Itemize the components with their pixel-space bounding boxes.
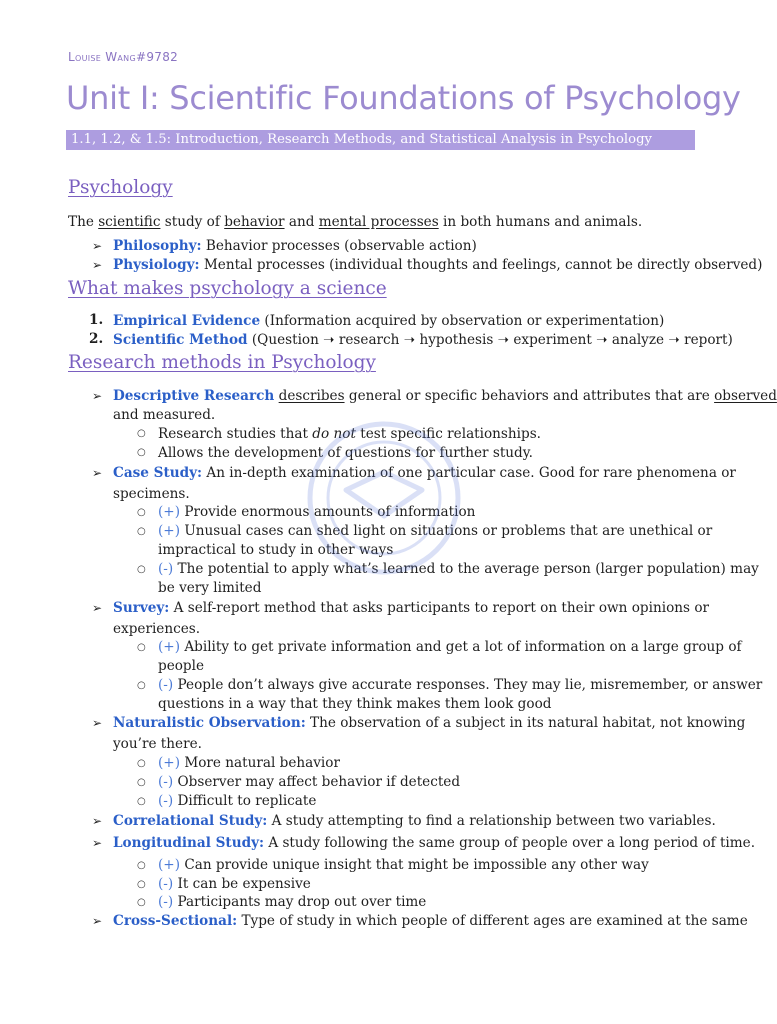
circle-bullet-icon: ○: [137, 680, 146, 691]
list-item: Scientific Method (Question ➝ research ➝ hypothesis ➝ experiment ➝ analyze ➝ report): [113, 332, 733, 348]
arrow-bullet-icon: ➢: [92, 716, 103, 730]
arrow-bullet-icon: ➢: [92, 466, 103, 480]
circle-bullet-icon: ○: [137, 642, 146, 653]
sub-list-item: Research studies that do not test specific relationships.: [158, 426, 542, 442]
arrow-bullet-icon: ➢: [92, 914, 103, 928]
circle-bullet-icon: ○: [137, 758, 146, 769]
circle-bullet-icon: ○: [137, 860, 146, 871]
page-subtitle: 1.1, 1.2, & 1.5: Introduction, Research Methods, and Statistical Analysis in Psychology: [66, 130, 695, 150]
circle-bullet-icon: ○: [137, 796, 146, 807]
sub-list-item: (+) More natural behavior: [158, 755, 340, 771]
arrow-bullet-icon: ➢: [92, 389, 103, 403]
sub-list-item: (+) Can provide unique insight that might be impossible any other way: [158, 857, 649, 873]
arrow-bullet-icon: ➢: [92, 239, 103, 253]
sub-list-item: (-) Participants may drop out over time: [158, 894, 427, 910]
page-title: Unit I: Scientific Foundations of Psychology: [66, 79, 741, 117]
heading-research-methods: Research methods in Psychology: [68, 352, 376, 373]
arrow-bullet-icon: ➢: [92, 601, 103, 615]
sub-list-item: (-) Observer may affect behavior if detected: [158, 774, 461, 790]
list-item: Philosophy: Behavior processes (observable action): [113, 238, 477, 254]
list-number: 1.: [89, 312, 104, 328]
list-item-continuation: you’re there.: [113, 736, 202, 752]
sub-list-item: (+) Unusual cases can shed light on situations or problems that are unethical or: [158, 523, 713, 539]
list-item: Case Study: An in-depth examination of one particular case. Good for rare phenomena or: [113, 465, 736, 481]
sub-list-item: (+) Ability to get private information and get a lot of information on a large group of: [158, 639, 742, 655]
sub-list-item: (-) The potential to apply what’s learned to the average person (larger population) may: [158, 561, 759, 577]
circle-bullet-icon: ○: [137, 897, 146, 908]
list-number: 2.: [89, 331, 104, 347]
arrow-bullet-icon: ➢: [92, 836, 103, 850]
heading-psychology: Psychology: [68, 177, 173, 198]
sub-list-item-continuation: be very limited: [158, 580, 262, 596]
circle-bullet-icon: ○: [137, 879, 146, 890]
psychology-definition: The scientific study of behavior and mental processes in both humans and animals.: [68, 214, 643, 230]
list-item: Correlational Study: A study attempting to find a relationship between two variables.: [113, 813, 716, 829]
sub-list-item: (-) People don’t always give accurate responses. They may lie, misremember, or answer: [158, 677, 763, 693]
arrow-bullet-icon: ➢: [92, 814, 103, 828]
sub-list-item: (-) Difficult to replicate: [158, 793, 317, 809]
arrow-bullet-icon: ➢: [92, 258, 103, 272]
circle-bullet-icon: ○: [137, 526, 146, 537]
circle-bullet-icon: ○: [137, 428, 146, 439]
sub-list-item: (+) Provide enormous amounts of information: [158, 504, 476, 520]
list-item-continuation: experiences.: [113, 621, 201, 637]
list-item: Cross-Sectional: Type of study in which people of different ages are examined at the same: [113, 913, 748, 929]
list-item: Descriptive Research describes general or specific behaviors and attributes that are observed: [113, 388, 777, 404]
list-item: Physiology: Mental processes (individual thoughts and feelings, cannot be directly observed): [113, 257, 763, 273]
list-item: Survey: A self-report method that asks participants to report on their own opinions or: [113, 600, 710, 616]
list-item-continuation: and measured.: [113, 407, 216, 423]
sub-list-item: Allows the development of questions for further study.: [158, 445, 533, 461]
sub-list-item: (-) It can be expensive: [158, 876, 311, 892]
author-name: Louise Wang#9782: [68, 50, 179, 64]
sub-list-item-continuation: people: [158, 658, 205, 674]
circle-bullet-icon: ○: [137, 507, 146, 518]
heading-science: What makes psychology a science: [68, 278, 387, 299]
list-item: Naturalistic Observation: The observation of a subject in its natural habitat, not knowing: [113, 715, 746, 731]
circle-bullet-icon: ○: [137, 777, 146, 788]
circle-bullet-icon: ○: [137, 564, 146, 575]
list-item-continuation: specimens.: [113, 486, 190, 502]
list-item: Empirical Evidence (Information acquired by observation or experimentation): [113, 313, 665, 329]
sub-list-item-continuation: questions in a way that they think makes them look good: [158, 696, 552, 712]
circle-bullet-icon: ○: [137, 447, 146, 458]
sub-list-item-continuation: impractical to study in other ways: [158, 542, 394, 558]
list-item: Longitudinal Study: A study following the same group of people over a long period of time.: [113, 835, 756, 851]
